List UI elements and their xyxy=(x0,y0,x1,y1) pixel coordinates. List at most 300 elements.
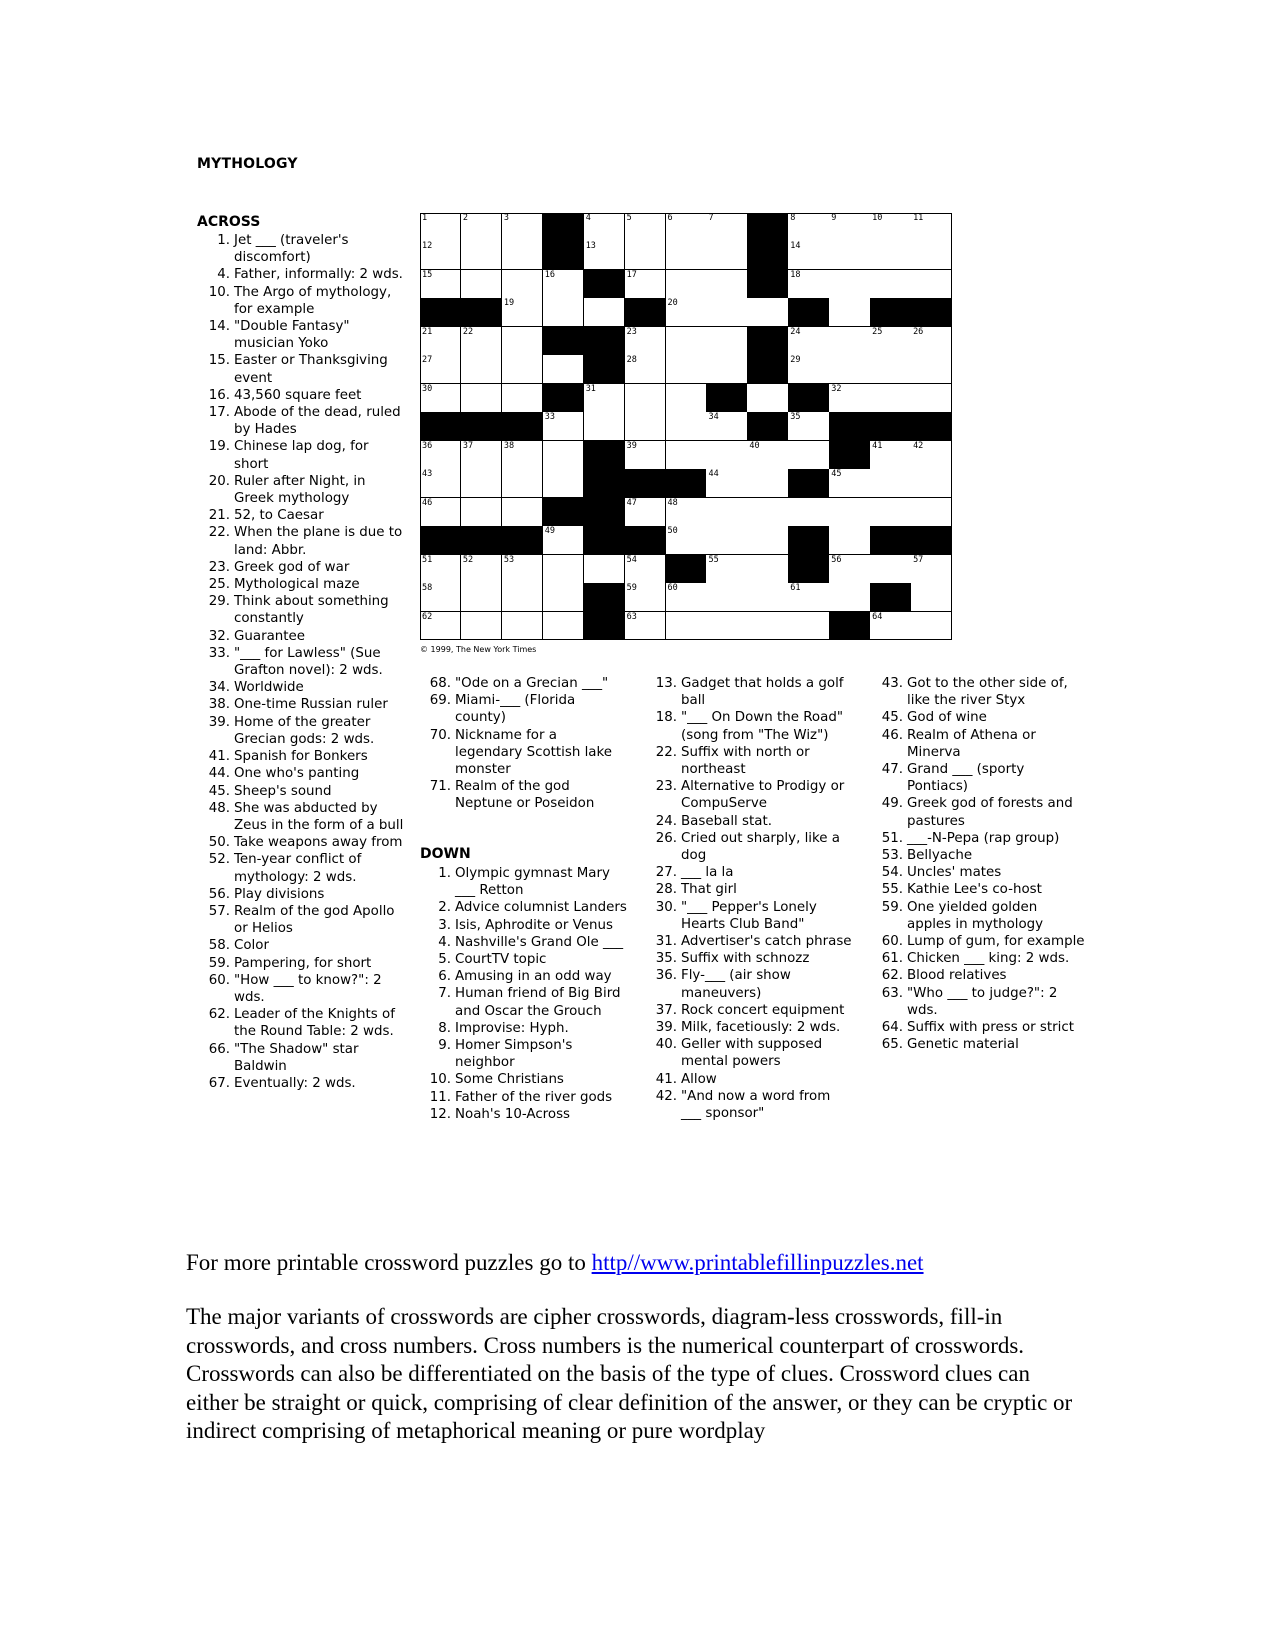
clue-number: 45. xyxy=(881,710,903,726)
clue-number: 13. xyxy=(655,676,677,691)
black-square xyxy=(625,298,666,327)
black-square xyxy=(543,384,584,413)
grid-cell[interactable] xyxy=(584,241,625,270)
grid-cell[interactable] xyxy=(625,384,666,413)
grid-cell[interactable] xyxy=(625,412,666,441)
grid-cell[interactable] xyxy=(870,213,911,242)
clue-number: 22. xyxy=(208,525,230,541)
clue-item xyxy=(197,765,404,782)
clue-item xyxy=(870,709,1085,726)
grid-cell[interactable] xyxy=(461,270,502,299)
grid-cell[interactable] xyxy=(666,298,707,327)
copyright-notice: © 1999, The New York Times xyxy=(420,645,537,654)
clue-text: Advice columnist Landers xyxy=(455,900,627,916)
cell-number: 12 xyxy=(422,241,433,252)
grid-cell[interactable] xyxy=(584,298,625,327)
grid-cell[interactable] xyxy=(706,270,747,299)
clue-item xyxy=(644,881,854,898)
grid-cell[interactable] xyxy=(625,327,666,356)
grid-cell[interactable] xyxy=(829,384,870,413)
grid-cell[interactable] xyxy=(502,498,543,527)
grid-cell[interactable] xyxy=(502,612,543,641)
grid-cell[interactable] xyxy=(420,555,461,584)
grid-cell[interactable] xyxy=(870,441,911,470)
grid-cell[interactable] xyxy=(706,327,747,356)
clue-text: She was abducted by Zeus in the form of a bull xyxy=(234,800,404,833)
grid-cell[interactable] xyxy=(788,412,829,441)
grid-cell[interactable] xyxy=(829,270,870,299)
grid-cell[interactable] xyxy=(706,526,747,555)
clue-number: 18. xyxy=(655,710,677,726)
grid-cell[interactable] xyxy=(543,612,584,641)
grid-cell[interactable] xyxy=(706,555,747,584)
clue-item xyxy=(644,709,854,743)
grid-cell[interactable] xyxy=(706,241,747,270)
grid-cell[interactable] xyxy=(911,355,952,384)
grid-cell[interactable] xyxy=(461,555,502,584)
grid-cell[interactable] xyxy=(420,612,461,641)
clue-item xyxy=(644,933,854,950)
cell-number: 17 xyxy=(626,269,637,280)
grid-cell[interactable] xyxy=(706,441,747,470)
grid-cell[interactable] xyxy=(461,213,502,242)
black-square xyxy=(911,298,952,327)
clue-text: Sheep's sound xyxy=(234,783,332,799)
clue-text: 52, to Caesar xyxy=(234,508,324,524)
clue-number: 51. xyxy=(881,830,903,846)
grid-cell[interactable] xyxy=(543,526,584,555)
grid-cell[interactable] xyxy=(747,298,788,327)
grid-cell[interactable] xyxy=(502,469,543,498)
clue-number: 23. xyxy=(208,559,230,575)
grid-cell[interactable] xyxy=(911,583,952,612)
grid-cell[interactable] xyxy=(911,213,952,242)
clue-text: Nashville's Grand Ole ___ xyxy=(455,934,624,950)
clue-item xyxy=(644,967,854,1001)
clue-item xyxy=(197,834,404,851)
clue-item xyxy=(197,507,404,524)
cell-number: 10 xyxy=(872,213,883,223)
clue-text: ___ la la xyxy=(681,865,734,881)
grid-cell[interactable] xyxy=(543,441,584,470)
clue-number: 10. xyxy=(429,1072,451,1088)
grid-cell[interactable] xyxy=(420,270,461,299)
grid-cell[interactable] xyxy=(502,441,543,470)
black-square xyxy=(461,412,502,441)
grid-cell[interactable] xyxy=(870,327,911,356)
clue-text: "___ for Lawless" (Sue Grafton novel): 2 wds. xyxy=(234,645,383,679)
black-square xyxy=(461,298,502,327)
clue-text: Father, informally: 2 wds. xyxy=(234,267,403,283)
clue-item xyxy=(418,1071,628,1088)
grid-cell[interactable] xyxy=(584,412,625,441)
grid-cell[interactable] xyxy=(625,555,666,584)
grid-cell[interactable] xyxy=(706,213,747,242)
black-square xyxy=(543,241,584,270)
clue-text: Improvise: Hyph. xyxy=(455,1020,569,1036)
clue-number: 44. xyxy=(208,766,230,782)
grid-cell[interactable] xyxy=(502,384,543,413)
clue-number: 41. xyxy=(208,749,230,765)
black-square xyxy=(584,327,625,356)
clue-item xyxy=(197,576,404,593)
grid-cell[interactable] xyxy=(420,441,461,470)
grid-cell[interactable] xyxy=(666,441,707,470)
clue-number: 45. xyxy=(208,783,230,799)
grid-cell[interactable] xyxy=(870,612,911,641)
black-square xyxy=(666,469,707,498)
black-square xyxy=(543,213,584,242)
clue-item xyxy=(197,972,404,1006)
cell-number: 26 xyxy=(913,326,924,337)
cell-number: 44 xyxy=(708,469,719,480)
across-heading: ACROSS xyxy=(197,214,261,230)
clue-number: 33. xyxy=(208,645,230,661)
clue-text: Chinese lap dog, for short xyxy=(234,439,369,472)
grid-cell[interactable] xyxy=(461,241,502,270)
grid-cell[interactable] xyxy=(543,412,584,441)
grid-cell[interactable] xyxy=(584,213,625,242)
grid-cell[interactable] xyxy=(911,469,952,498)
grid-cell[interactable] xyxy=(747,384,788,413)
grid-cell[interactable] xyxy=(870,498,911,527)
grid-cell[interactable] xyxy=(829,583,870,612)
clue-text: Suffix with schnozz xyxy=(681,951,810,967)
grid-cell[interactable] xyxy=(420,498,461,527)
grid-cell[interactable] xyxy=(584,555,625,584)
grid-cell[interactable] xyxy=(666,327,707,356)
black-square xyxy=(829,441,870,470)
cell-number: 28 xyxy=(626,355,637,366)
grid-cell[interactable] xyxy=(666,612,707,641)
clue-text: Amusing in an odd way xyxy=(455,969,612,985)
clue-item xyxy=(197,851,404,885)
grid-cell[interactable] xyxy=(706,298,747,327)
clue-item xyxy=(197,404,404,438)
grid-cell[interactable] xyxy=(788,612,829,641)
clue-number: 28. xyxy=(655,882,677,898)
grid-cell[interactable] xyxy=(625,213,666,242)
grid-cell[interactable] xyxy=(911,270,952,299)
grid-cell[interactable] xyxy=(911,498,952,527)
clue-number: 21. xyxy=(208,508,230,524)
clue-item xyxy=(870,950,1085,967)
clue-number: 26. xyxy=(655,830,677,846)
grid-cell[interactable] xyxy=(706,498,747,527)
clue-text: Noah's 10-Across xyxy=(455,1106,571,1122)
clue-number: 56. xyxy=(208,886,230,902)
grid-cell[interactable] xyxy=(706,583,747,612)
clue-text: Suffix with press or strict xyxy=(907,1020,1074,1036)
clue-text: Mythological maze xyxy=(234,577,360,593)
cell-number: 14 xyxy=(790,241,801,252)
grid-cell[interactable] xyxy=(829,213,870,242)
grid-cell[interactable] xyxy=(502,241,543,270)
grid-cell[interactable] xyxy=(870,355,911,384)
grid-cell[interactable] xyxy=(829,498,870,527)
cell-number: 57 xyxy=(913,554,924,565)
grid-cell[interactable] xyxy=(747,526,788,555)
clue-text: "Ode on a Grecian ___" xyxy=(455,676,609,691)
clue-text: Gadget that holds a golf ball xyxy=(681,676,844,709)
grid-cell[interactable] xyxy=(706,612,747,641)
clue-number: 29. xyxy=(208,594,230,610)
grid-cell[interactable] xyxy=(502,555,543,584)
clue-number: 12. xyxy=(429,1106,451,1122)
grid-cell[interactable] xyxy=(502,298,543,327)
grid-cell[interactable] xyxy=(706,412,747,441)
grid-cell[interactable] xyxy=(788,583,829,612)
grid-cell[interactable] xyxy=(747,498,788,527)
clue-item xyxy=(197,679,404,696)
cell-number: 46 xyxy=(422,497,433,508)
grid-cell[interactable] xyxy=(829,298,870,327)
clue-item xyxy=(197,524,404,558)
clue-number: 39. xyxy=(655,1020,677,1036)
grid-cell[interactable] xyxy=(461,583,502,612)
grid-cell[interactable] xyxy=(747,555,788,584)
grid-cell[interactable] xyxy=(747,583,788,612)
clue-number: 57. xyxy=(208,903,230,919)
grid-cell[interactable] xyxy=(747,441,788,470)
grid-cell[interactable] xyxy=(666,213,707,242)
clue-item xyxy=(197,232,404,266)
grid-cell[interactable] xyxy=(829,241,870,270)
grid-cell[interactable] xyxy=(625,355,666,384)
cell-number: 9 xyxy=(831,213,837,223)
grid-cell[interactable] xyxy=(461,469,502,498)
black-square xyxy=(788,555,829,584)
clue-number: 38. xyxy=(208,697,230,713)
black-square xyxy=(829,612,870,641)
clue-number: 62. xyxy=(881,968,903,984)
cell-number: 49 xyxy=(544,526,556,537)
grid-cell[interactable] xyxy=(420,583,461,612)
clue-item xyxy=(418,1106,628,1123)
grid-cell[interactable] xyxy=(788,498,829,527)
grid-cell[interactable] xyxy=(706,469,747,498)
grid-cell[interactable] xyxy=(788,213,829,242)
grid-cell[interactable] xyxy=(461,355,502,384)
grid-cell[interactable] xyxy=(666,270,707,299)
clue-item xyxy=(870,967,1085,984)
clue-item xyxy=(644,744,854,778)
grid-cell[interactable] xyxy=(502,583,543,612)
clue-number: 19. xyxy=(208,439,230,455)
down-clue-list-3 xyxy=(870,675,1085,1053)
grid-cell[interactable] xyxy=(788,327,829,356)
grid-cell[interactable] xyxy=(420,327,461,356)
grid-cell[interactable] xyxy=(911,555,952,584)
grid-cell[interactable] xyxy=(706,355,747,384)
grid-cell[interactable] xyxy=(666,241,707,270)
clue-number: 20. xyxy=(208,473,230,489)
clue-text: Genetic material xyxy=(907,1037,1019,1053)
clue-number: 63. xyxy=(881,985,903,1001)
clue-text: "The Shadow" star Baldwin xyxy=(234,1041,359,1074)
grid-cell[interactable] xyxy=(461,498,502,527)
clue-number: 3. xyxy=(438,917,451,933)
grid-cell[interactable] xyxy=(461,612,502,641)
cell-number: 33 xyxy=(544,412,556,423)
website-link[interactable]: http//www.printablefillinpuzzles.net xyxy=(591,1250,924,1275)
cell-number: 53 xyxy=(503,554,515,565)
cell-number: 8 xyxy=(790,213,796,223)
clue-number: 54. xyxy=(881,865,903,881)
clue-item xyxy=(418,899,628,916)
clue-number: 7. xyxy=(438,986,451,1002)
clue-text: Fly-___ (air show maneuvers) xyxy=(681,968,791,1001)
grid-cell[interactable] xyxy=(543,270,584,299)
clue-number: 9. xyxy=(438,1038,451,1054)
black-square xyxy=(420,526,461,555)
grid-cell[interactable] xyxy=(911,327,952,356)
clue-item xyxy=(644,813,854,830)
clue-text: ___-N-Pepa (rap group) xyxy=(907,830,1060,846)
grid-cell[interactable] xyxy=(543,298,584,327)
crossword-grid[interactable] xyxy=(420,213,952,640)
grid-cell[interactable] xyxy=(420,241,461,270)
grid-cell[interactable] xyxy=(420,469,461,498)
grid-cell[interactable] xyxy=(870,270,911,299)
grid-cell[interactable] xyxy=(625,241,666,270)
grid-cell[interactable] xyxy=(788,441,829,470)
grid-cell[interactable] xyxy=(666,384,707,413)
clue-item xyxy=(197,1006,404,1040)
clue-number: 55. xyxy=(881,882,903,898)
grid-cell[interactable] xyxy=(666,498,707,527)
cell-number: 19 xyxy=(503,298,515,309)
cell-number: 54 xyxy=(626,554,637,565)
clue-item xyxy=(418,778,628,812)
cell-number: 25 xyxy=(872,326,883,337)
grid-cell[interactable] xyxy=(625,441,666,470)
footer-link-line xyxy=(186,1250,924,1276)
clue-text: Human friend of Big Bird and Oscar the Grouch xyxy=(455,986,621,1019)
clue-text: Take weapons away from xyxy=(234,835,403,851)
clue-number: 5. xyxy=(438,952,451,968)
grid-cell[interactable] xyxy=(829,469,870,498)
grid-cell[interactable] xyxy=(625,270,666,299)
clue-number: 22. xyxy=(655,744,677,760)
black-square xyxy=(747,213,788,242)
grid-cell[interactable] xyxy=(543,555,584,584)
cell-number: 41 xyxy=(872,440,883,451)
grid-cell[interactable] xyxy=(911,241,952,270)
clue-text: Jet ___ (traveler's discomfort) xyxy=(234,233,349,266)
grid-cell[interactable] xyxy=(870,384,911,413)
clue-item xyxy=(870,795,1085,829)
grid-cell[interactable] xyxy=(788,270,829,299)
black-square xyxy=(788,298,829,327)
clue-number: 60. xyxy=(208,972,230,988)
grid-cell[interactable] xyxy=(829,355,870,384)
cell-number: 60 xyxy=(667,583,678,594)
grid-cell[interactable] xyxy=(829,555,870,584)
clue-number: 1. xyxy=(217,233,230,248)
black-square xyxy=(420,412,461,441)
grid-cell[interactable] xyxy=(747,612,788,641)
black-square xyxy=(788,384,829,413)
black-square xyxy=(543,327,584,356)
clue-number: 25. xyxy=(208,577,230,593)
grid-cell[interactable] xyxy=(461,441,502,470)
grid-cell[interactable] xyxy=(666,355,707,384)
grid-cell[interactable] xyxy=(502,213,543,242)
clue-item xyxy=(197,696,404,713)
black-square xyxy=(461,526,502,555)
grid-cell[interactable] xyxy=(911,384,952,413)
clue-item xyxy=(870,675,1085,709)
clue-text: The Argo of mythology, for example xyxy=(234,284,392,317)
clue-item xyxy=(418,968,628,985)
grid-cell[interactable] xyxy=(666,583,707,612)
clue-text: Allow xyxy=(681,1071,717,1087)
clue-text: Realm of the god Neptune or Poseidon xyxy=(455,779,595,812)
grid-cell[interactable] xyxy=(788,241,829,270)
grid-cell[interactable] xyxy=(666,526,707,555)
clue-text: Pampering, for short xyxy=(234,955,372,971)
grid-cell[interactable] xyxy=(625,498,666,527)
clue-text: Suffix with north or northeast xyxy=(681,744,810,778)
grid-cell[interactable] xyxy=(829,327,870,356)
grid-cell[interactable] xyxy=(420,384,461,413)
grid-cell[interactable] xyxy=(420,355,461,384)
clue-text: Uncles' mates xyxy=(907,865,1002,881)
clue-text: Easter or Thanksgiving event xyxy=(234,353,388,386)
grid-cell[interactable] xyxy=(502,355,543,384)
clue-text: Milk, facetiously: 2 wds. xyxy=(681,1020,841,1036)
clue-text: "And now a word from ___ sponsor" xyxy=(681,1088,831,1122)
grid-cell[interactable] xyxy=(584,384,625,413)
grid-cell[interactable] xyxy=(543,583,584,612)
clue-item xyxy=(197,284,404,318)
clue-number: 42. xyxy=(655,1088,677,1104)
grid-cell[interactable] xyxy=(625,583,666,612)
clue-item xyxy=(418,865,628,899)
grid-cell[interactable] xyxy=(625,612,666,641)
clue-number: 24. xyxy=(655,813,677,829)
grid-cell[interactable] xyxy=(461,384,502,413)
clue-item xyxy=(197,955,404,972)
grid-cell[interactable] xyxy=(543,469,584,498)
grid-cell[interactable] xyxy=(870,241,911,270)
cell-number: 48 xyxy=(667,497,678,508)
grid-cell[interactable] xyxy=(502,327,543,356)
grid-cell[interactable] xyxy=(870,469,911,498)
grid-cell[interactable] xyxy=(747,469,788,498)
grid-cell[interactable] xyxy=(911,612,952,641)
grid-cell[interactable] xyxy=(829,526,870,555)
clue-text: Rock concert equipment xyxy=(681,1002,845,1018)
grid-cell[interactable] xyxy=(461,327,502,356)
cell-number: 13 xyxy=(585,241,596,252)
grid-cell[interactable] xyxy=(870,555,911,584)
cell-number: 16 xyxy=(544,269,556,280)
black-square xyxy=(870,526,911,555)
across-clue-list-continued xyxy=(418,675,628,813)
clue-text: "___ Pepper's Lonely Hearts Club Band" xyxy=(681,899,817,932)
grid-cell[interactable] xyxy=(502,270,543,299)
clue-text: Ruler after Night, in Greek mythology xyxy=(234,473,366,507)
grid-cell[interactable] xyxy=(543,355,584,384)
grid-cell[interactable] xyxy=(788,355,829,384)
grid-cell[interactable] xyxy=(420,213,461,242)
black-square xyxy=(747,355,788,384)
grid-cell[interactable] xyxy=(911,441,952,470)
clue-text: Lump of gum, for example xyxy=(907,934,1085,950)
grid-cell[interactable] xyxy=(666,412,707,441)
